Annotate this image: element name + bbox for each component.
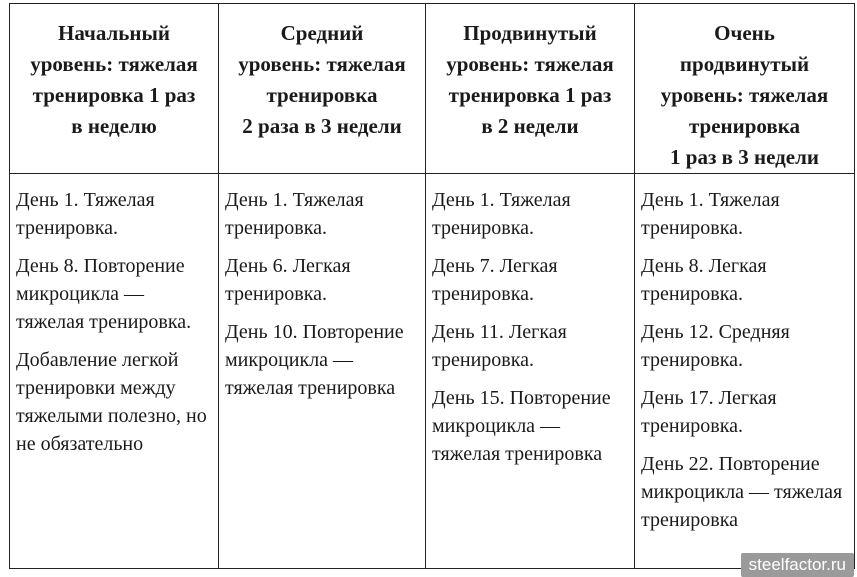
header-intermediate: Средний уровень: тяжелая тренировка 2 раза в 3 недели [219,4,426,174]
entry: День 7. Легкая тренировка. [432,255,558,305]
schedule-row [10,174,855,569]
entry: День 22. Повторение микроцикла — тяжелая тренировка [641,453,843,531]
header-row [10,4,855,174]
entry: День 1. Тяжелая тренировка. [225,189,364,239]
watermark: steelfactor.ru [741,553,854,577]
header-advanced: Продвинутый уровень: тяжелая тренировка 1 раз в 2 недели [426,4,635,174]
entry: День 17. Легкая тренировка. [641,387,777,437]
entry: День 15. Повторение микроцикла — тяжелая тренировка [432,387,611,465]
cell-beginner [10,174,219,569]
entry: День 12. Средняя тренировка. [641,321,790,371]
entry: День 11. Легкая тренировка. [432,321,567,371]
entry: День 1. Тяжелая тренировка. [641,189,780,239]
header-beginner: Начальный уровень: тяжелая тренировка 1 раз в неделю [10,4,219,174]
training-schedule-table [9,3,855,569]
entry: День 10. Повторение микроцикла — тяжелая тренировка [225,321,404,399]
entry: День 8. Повторение микроцикла — тяжелая тренировка. [16,255,192,333]
cell-very-advanced [635,174,855,569]
cell-advanced [426,174,635,569]
entry-note: Добавление легкой тренировки между тяжелыми полезно, но не обязательно [16,349,207,455]
entry: День 1. Тяжелая тренировка. [16,189,155,239]
cell-intermediate [219,174,426,569]
entry: День 6. Легкая тренировка. [225,255,351,305]
header-very-advanced: Очень продвинутый уровень: тяжелая тренировка 1 раз в 3 недели [635,4,855,174]
entry: День 8. Легкая тренировка. [641,255,767,305]
entry: День 1. Тяжелая тренировка. [432,189,571,239]
